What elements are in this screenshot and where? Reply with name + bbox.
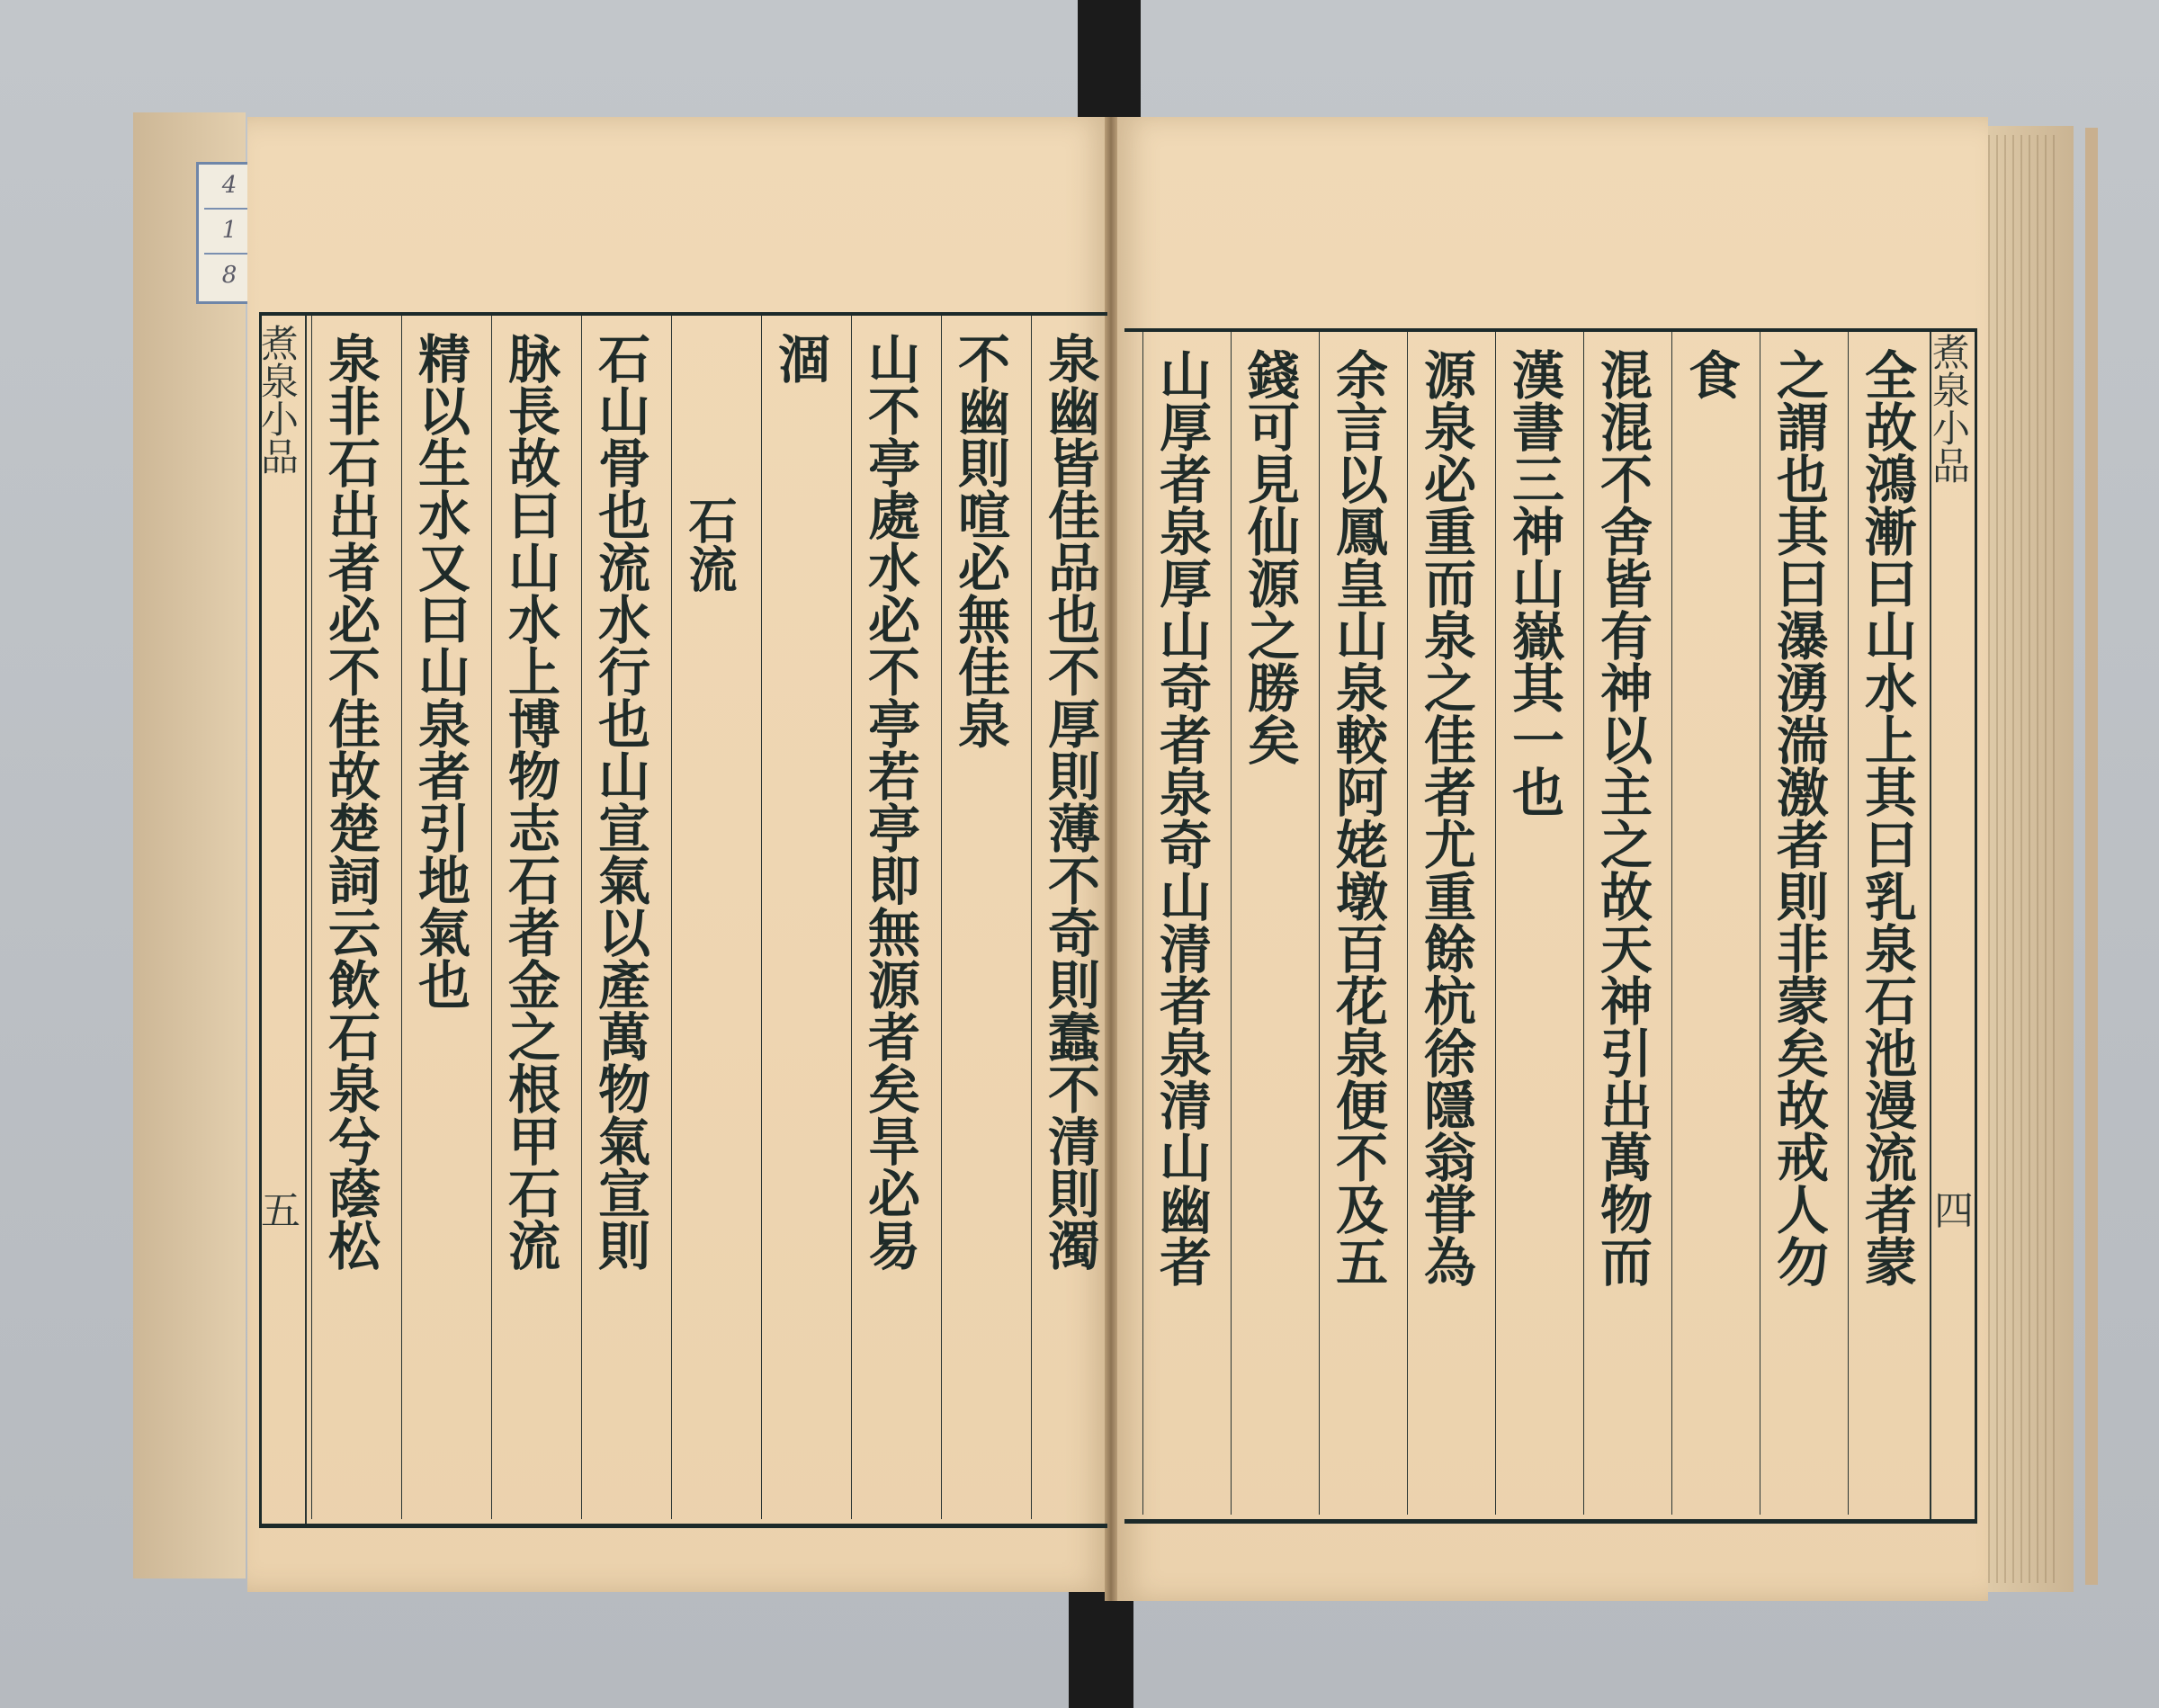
section-heading: 石流 xyxy=(681,496,739,593)
left-page-folio: 五 xyxy=(261,1188,300,1234)
column-text: 精以生水又曰山泉者引地氣也 xyxy=(409,332,470,1010)
text-column xyxy=(1495,332,1566,1515)
text-column xyxy=(491,316,562,1519)
label-line-2: 1 xyxy=(221,217,237,244)
text-column xyxy=(761,316,832,1519)
text-column xyxy=(1142,332,1214,1515)
right-page-margin-column xyxy=(1927,332,1975,1519)
text-column xyxy=(1231,332,1302,1515)
column-text: 脉長故曰山水上博物志石者金之根甲石流 xyxy=(499,332,560,1271)
label-line-1: 4 xyxy=(221,172,237,199)
column-text: 泉非石出者必不佳故楚詞云飲石泉兮蔭松 xyxy=(319,332,381,1271)
text-column xyxy=(1848,332,1919,1515)
left-page-columns xyxy=(302,316,1105,1519)
right-page-columns xyxy=(1128,332,1929,1515)
text-column xyxy=(581,316,652,1519)
right-page-edges xyxy=(1988,135,2060,1583)
text-column xyxy=(1319,332,1390,1515)
column-text: 錢可見仙源之勝矣 xyxy=(1239,348,1300,765)
left-page-margin-column xyxy=(255,316,307,1524)
column-text: 山不亭處水必不亭若亭即無源者矣旱必易 xyxy=(859,332,920,1271)
text-column xyxy=(1583,332,1654,1515)
text-column xyxy=(1671,332,1742,1515)
label-line-3: 8 xyxy=(221,262,237,289)
column-text: 泉幽皆佳品也不厚則薄不奇則蠢不清則濁 xyxy=(1039,332,1100,1271)
column-text: 石山骨也流水行也山宣氣以產萬物氣宣則 xyxy=(589,332,650,1271)
section-heading-column xyxy=(671,316,742,1519)
text-column xyxy=(851,316,922,1519)
left-page-running-title: 煮泉小品 xyxy=(255,324,300,475)
text-column xyxy=(401,316,472,1519)
column-text: 余言以鳳皇山泉較阿姥墩百花泉便不及五 xyxy=(1327,348,1388,1287)
binding-ribbon-top xyxy=(1078,0,1141,126)
column-text: 涸 xyxy=(769,332,830,384)
column-text: 混混不舍皆有神以主之故天神引出萬物而 xyxy=(1591,348,1653,1287)
right-page-running-title: 煮泉小品 xyxy=(1927,333,1971,484)
text-column xyxy=(311,316,382,1519)
text-column xyxy=(1031,316,1102,1519)
column-text: 源泉必重而泉之佳者尤重餘杭徐隱翁甞為 xyxy=(1415,348,1476,1287)
text-column xyxy=(1760,332,1831,1515)
column-text: 山厚者泉厚山奇者泉奇山清者泉清山幽者 xyxy=(1151,348,1212,1287)
right-page-folio: 四 xyxy=(1934,1188,1974,1234)
right-cover-edge xyxy=(2085,128,2098,1585)
text-column xyxy=(941,316,1012,1519)
column-text: 不幽則喧必無佳泉 xyxy=(949,332,1010,749)
column-text: 漢書三神山嶽其一也 xyxy=(1503,348,1564,818)
text-column xyxy=(1407,332,1478,1515)
column-text: 之謂也其曰瀑湧湍激者則非蒙矣故戒人勿 xyxy=(1768,348,1829,1287)
column-text: 全故鴻漸曰山水上其曰乳泉石池漫流者蒙 xyxy=(1856,348,1917,1287)
left-page-stack xyxy=(133,112,246,1578)
column-text: 食 xyxy=(1680,348,1741,400)
